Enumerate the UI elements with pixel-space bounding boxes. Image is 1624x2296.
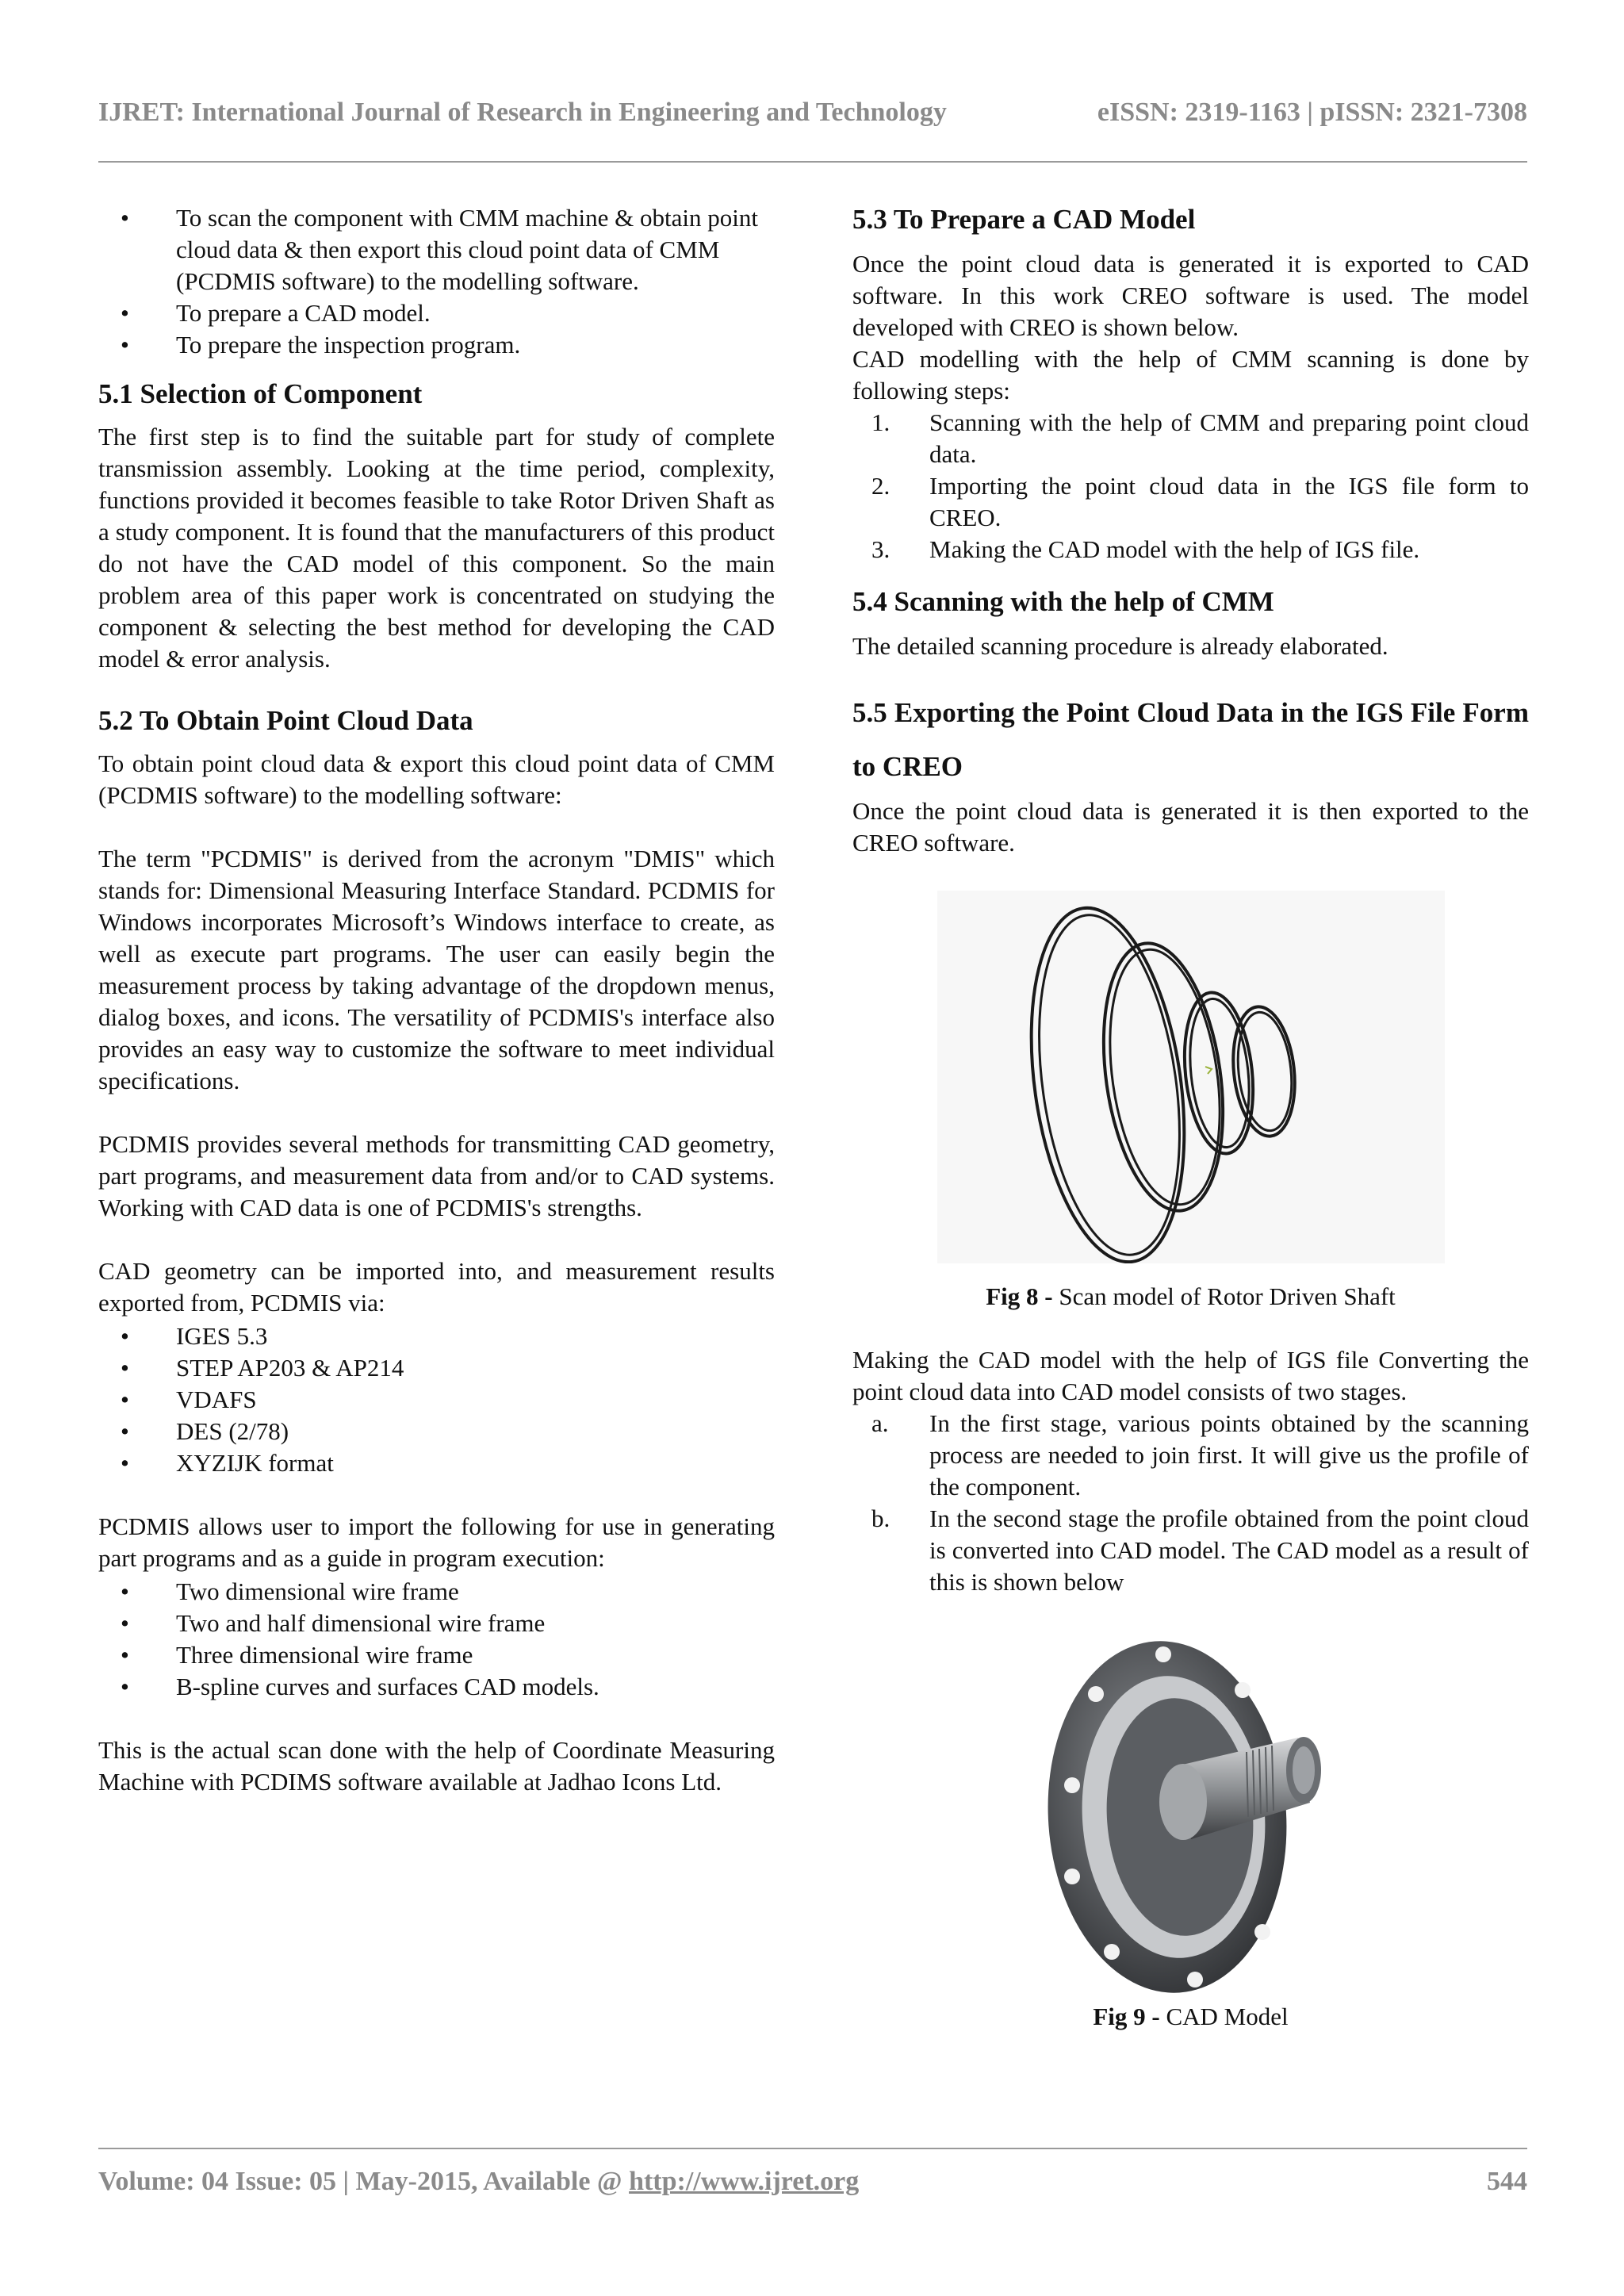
section-5-5-paragraph: Once the point cloud data is generated it is then exported to the CREO software. — [852, 797, 1529, 857]
list-item: • XYZIJK format — [98, 1447, 775, 1479]
list-item: • To scan the component with CMM machine & obtain point cloud data & then export this cloud point data of CMM (PCDMIS software) to the modelling software. — [121, 204, 758, 295]
section-heading-5-5: 5.5 Exporting the Point Cloud Data in the IGS File Form to CREO — [852, 697, 1529, 782]
pcdmis-paragraph-1: The term "PCDMIS" is derived from the acronym "DMIS" which stands for: Dimensional Measuring Interface Standard. PCDMIS for Windows incorporates Microsoft’s Windows interface to create, as well as execute part programs. The user can easily begin the measurement process by taking advantage of the dropdown menus, dialog boxes, and icons. The versatility of PCDMIS's interface also provides an easy way to customize the software to meet individual specifications. — [98, 845, 775, 1094]
journal-url-link[interactable]: http://www.ijret.org — [629, 2167, 860, 2196]
list-item: • B-spline curves and surfaces CAD models. — [98, 1671, 775, 1703]
section-heading-5-4: 5.4 Scanning with the help of CMM — [852, 586, 1274, 617]
bullet-icon: • — [121, 1449, 129, 1477]
figure-9-label: Fig 9 - — [1093, 2003, 1160, 2030]
left-column — [98, 202, 775, 1798]
figure-8-caption-text: Scan model of Rotor Driven Shaft — [1052, 1282, 1396, 1310]
conversion-paragraph: Making the CAD model with the help of IGS file Converting the point cloud data into CAD model consists of two stages. — [852, 1346, 1529, 1405]
figure-8-label: Fig 8 - — [986, 1282, 1053, 1310]
list-item: a. In the first stage, various points obtained by the scanning process are needed to join first. It will give us the profile of the component. — [871, 1409, 1529, 1501]
section-5-3-paragraph-2: CAD modelling with the help of CMM scanning is done by following steps: — [852, 345, 1529, 404]
section-5-2-intro: To obtain point cloud data & export this cloud point data of CMM (PCDMIS software) to the modelling software: — [98, 749, 775, 809]
bullet-icon: • — [121, 331, 129, 358]
pcdmis-paragraph-5: This is the actual scan done with the help of Coordinate Measuring Machine with PCDIMS software available at Jadhao Icons Ltd. — [98, 1736, 775, 1796]
format-bullet-list — [98, 1320, 775, 1479]
section-heading-5-2: 5.2 To Obtain Point Cloud Data — [98, 705, 473, 736]
section-5-3-paragraph-1: Once the point cloud data is generated it is exported to CAD software. In this work CREO software is used. The model developed with CREO is shown below. — [852, 250, 1529, 341]
section-heading-5-1: 5.1 Selection of Component — [98, 378, 423, 409]
bullet-icon: • — [121, 1417, 129, 1445]
list-item: • To prepare the inspection program. — [98, 329, 775, 361]
cad-model-figure — [1025, 1619, 1358, 2001]
list-item: • Two dimensional wire frame — [98, 1576, 775, 1608]
list-item: • STEP AP203 & AP214 — [98, 1352, 775, 1384]
list-item: 3. Making the CAD model with the help of IGS file. — [871, 535, 1420, 563]
list-item: • DES (2/78) — [98, 1416, 775, 1447]
bullet-icon: • — [121, 1386, 129, 1413]
stages-list — [852, 1408, 1529, 1598]
section-5-4-paragraph: The detailed scanning procedure is already elaborated. — [852, 632, 1388, 660]
volume-info: Volume: 04 Issue: 05 | May-2015, Available @ http://www.ijret.org — [98, 2167, 860, 2196]
bullet-icon: • — [121, 204, 129, 232]
page-header — [98, 98, 1527, 128]
cad-steps-list — [852, 407, 1529, 565]
bullet-icon: • — [121, 1609, 129, 1637]
section-5-1-paragraph: The first step is to find the suitable part for study of complete transmission assembly. Looking at the time period, complexity, functions provided it becomes feasible to take Rotor Driven Shaft as a study component. It is found that the manufacturers of this product do not have the CAD model of this component. So the main problem area of this paper work is concentrated on studying the component & selecting the best method for developing the CAD model & error analysis. — [98, 423, 775, 673]
bullet-icon: • — [121, 1354, 129, 1382]
issn-label: eISSN: 2319-1163 | pISSN: 2321-7308 — [1097, 98, 1527, 127]
right-column — [852, 202, 1529, 2033]
list-item: • Two and half dimensional wire frame — [98, 1608, 775, 1639]
list-item: b. In the second stage the profile obtained from the point cloud is converted into CAD model. The CAD model as a result of this is shown below — [871, 1504, 1529, 1596]
bullet-icon: • — [121, 1673, 129, 1700]
bullet-icon: • — [121, 1641, 129, 1669]
list-item: • To prepare a CAD model. — [98, 297, 775, 329]
page-number: 544 — [1487, 2167, 1527, 2196]
bullet-icon: • — [121, 1322, 129, 1350]
import-bullet-list — [98, 1576, 775, 1703]
figure-8-caption — [852, 1281, 1529, 1313]
footer-divider — [98, 2148, 1527, 2149]
list-item: • VDAFS — [98, 1384, 775, 1416]
page-footer — [98, 2167, 1527, 2197]
figure-9-caption — [852, 2001, 1529, 2033]
list-item: 1. Scanning with the help of CMM and preparing point cloud data. — [871, 408, 1529, 468]
scan-model-figure — [937, 891, 1445, 1263]
pcdmis-paragraph-2: PCDMIS provides several methods for transmitting CAD geometry, part programs, and measurement data from and/or to CAD systems. Working with CAD data is one of PCDMIS's strengths. — [98, 1130, 775, 1221]
list-item: 2. Importing the point cloud data in the IGS file form to CREO. — [871, 472, 1529, 531]
bullet-icon: • — [121, 299, 129, 327]
pcdmis-paragraph-4: PCDMIS allows user to import the following for use in generating part programs and as a guide in program execution: — [98, 1512, 775, 1572]
list-item: • Three dimensional wire frame — [98, 1639, 775, 1671]
pcdmis-paragraph-3: CAD geometry can be imported into, and measurement results exported from, PCDMIS via: — [98, 1257, 775, 1317]
journal-title: IJRET: International Journal of Research in Engineering and Technology — [98, 98, 947, 127]
header-divider — [98, 161, 1527, 163]
section-heading-5-3: 5.3 To Prepare a CAD Model — [852, 204, 1196, 235]
list-item: • IGES 5.3 — [98, 1320, 775, 1352]
figure-9-caption-text: CAD Model — [1159, 2003, 1289, 2030]
bullet-icon: • — [121, 1577, 129, 1605]
intro-bullet-list — [98, 202, 775, 361]
